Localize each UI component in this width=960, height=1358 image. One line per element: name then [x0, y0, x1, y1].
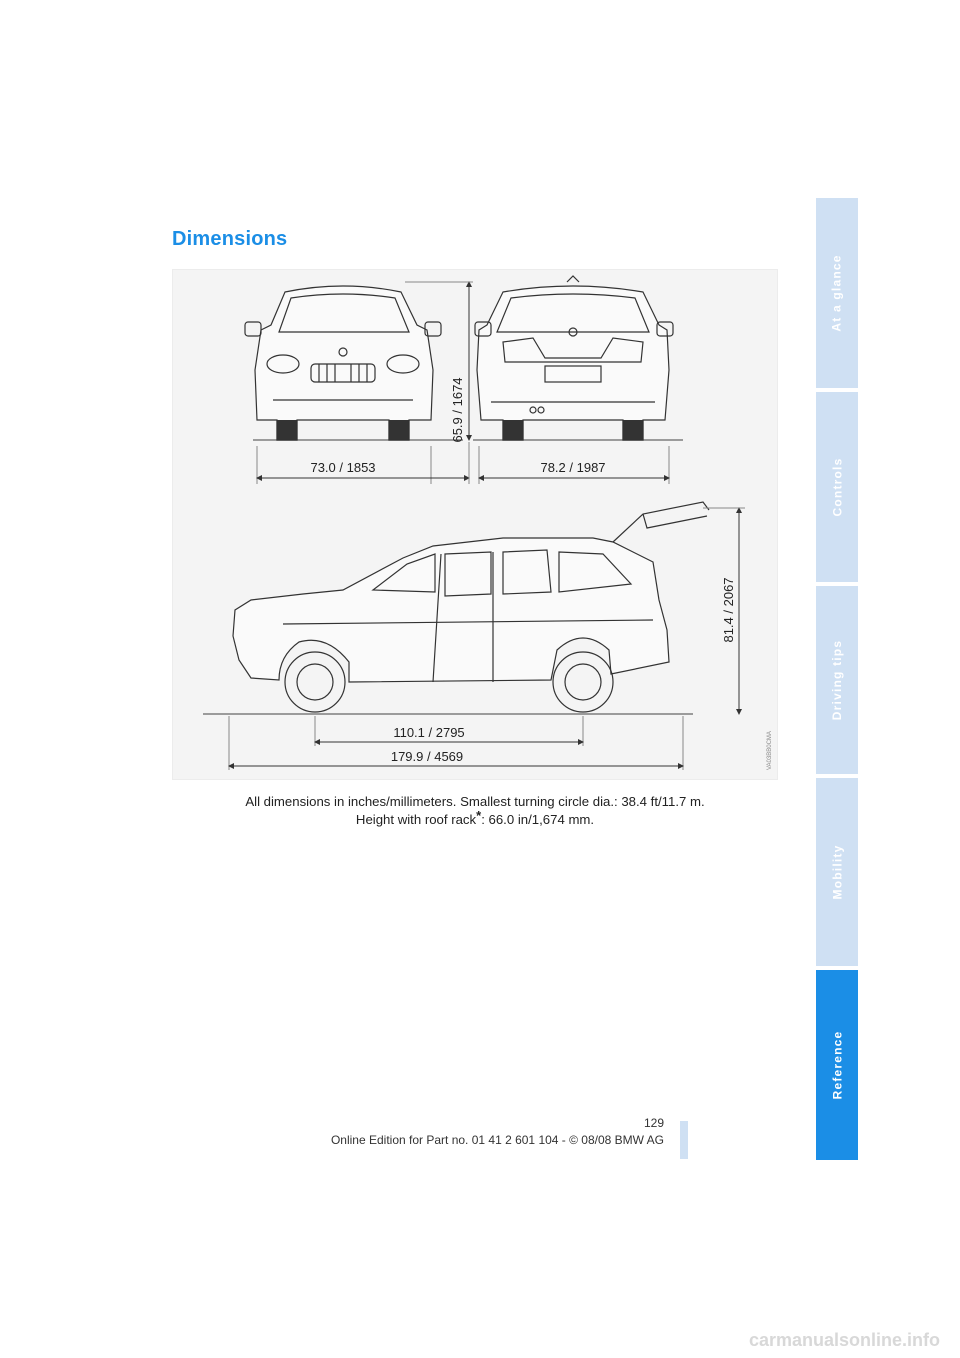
side-view — [203, 502, 709, 714]
caption-line-2-prefix: Height with roof rack — [355, 812, 477, 827]
length-label: 179.9 / 4569 — [390, 749, 464, 764]
tailgate-height-label: 81.4 / 2067 — [721, 577, 736, 643]
page-number-bar — [680, 1121, 688, 1159]
tab-label: Controls — [830, 457, 844, 517]
caption-line-2-suffix: : 66.0 in/1,674 mm. — [481, 812, 595, 827]
dimensions-drawing — [173, 270, 779, 781]
rear-width-label: 78.2 / 1987 — [540, 460, 606, 475]
page-title: Dimensions — [172, 228, 288, 250]
wheelbase-label: 110.1 / 2795 — [393, 725, 465, 740]
tab-reference[interactable] — [816, 970, 858, 1160]
tab-label: Reference — [830, 1030, 844, 1100]
footer-edition-note: Online Edition for Part no. 01 41 2 601 104 - © 08/08 BMW AG — [330, 1133, 664, 1147]
tab-label: Driving tips — [830, 639, 844, 721]
image-code: VA03BB0CMA — [767, 731, 773, 770]
tab-driving-tips[interactable] — [816, 586, 858, 774]
rear-view — [473, 276, 683, 440]
tab-controls[interactable] — [816, 392, 858, 582]
front-width-label: 73.0 / 1853 — [310, 460, 376, 475]
tab-label: Mobility — [830, 844, 844, 900]
tab-label: At a glance — [830, 254, 845, 332]
dimensions-figure — [172, 269, 778, 780]
caption-line-1: All dimensions in inches/millimeters. Smallest turning circle dia.: 38.4 ft/11.7 m. — [245, 794, 705, 809]
optional-equipment-star: * — [476, 808, 482, 823]
tab-at-a-glance[interactable] — [816, 198, 858, 388]
caption-line-2 — [172, 808, 778, 829]
page-number: 129 — [643, 1116, 664, 1130]
height-label: 65.9 / 1674 — [450, 377, 465, 443]
watermark: carmanualsonline.info — [748, 1330, 940, 1350]
chapter-tabs — [816, 198, 858, 1160]
tab-mobility[interactable] — [816, 778, 858, 966]
figure-caption — [172, 793, 778, 829]
front-view — [245, 286, 465, 443]
